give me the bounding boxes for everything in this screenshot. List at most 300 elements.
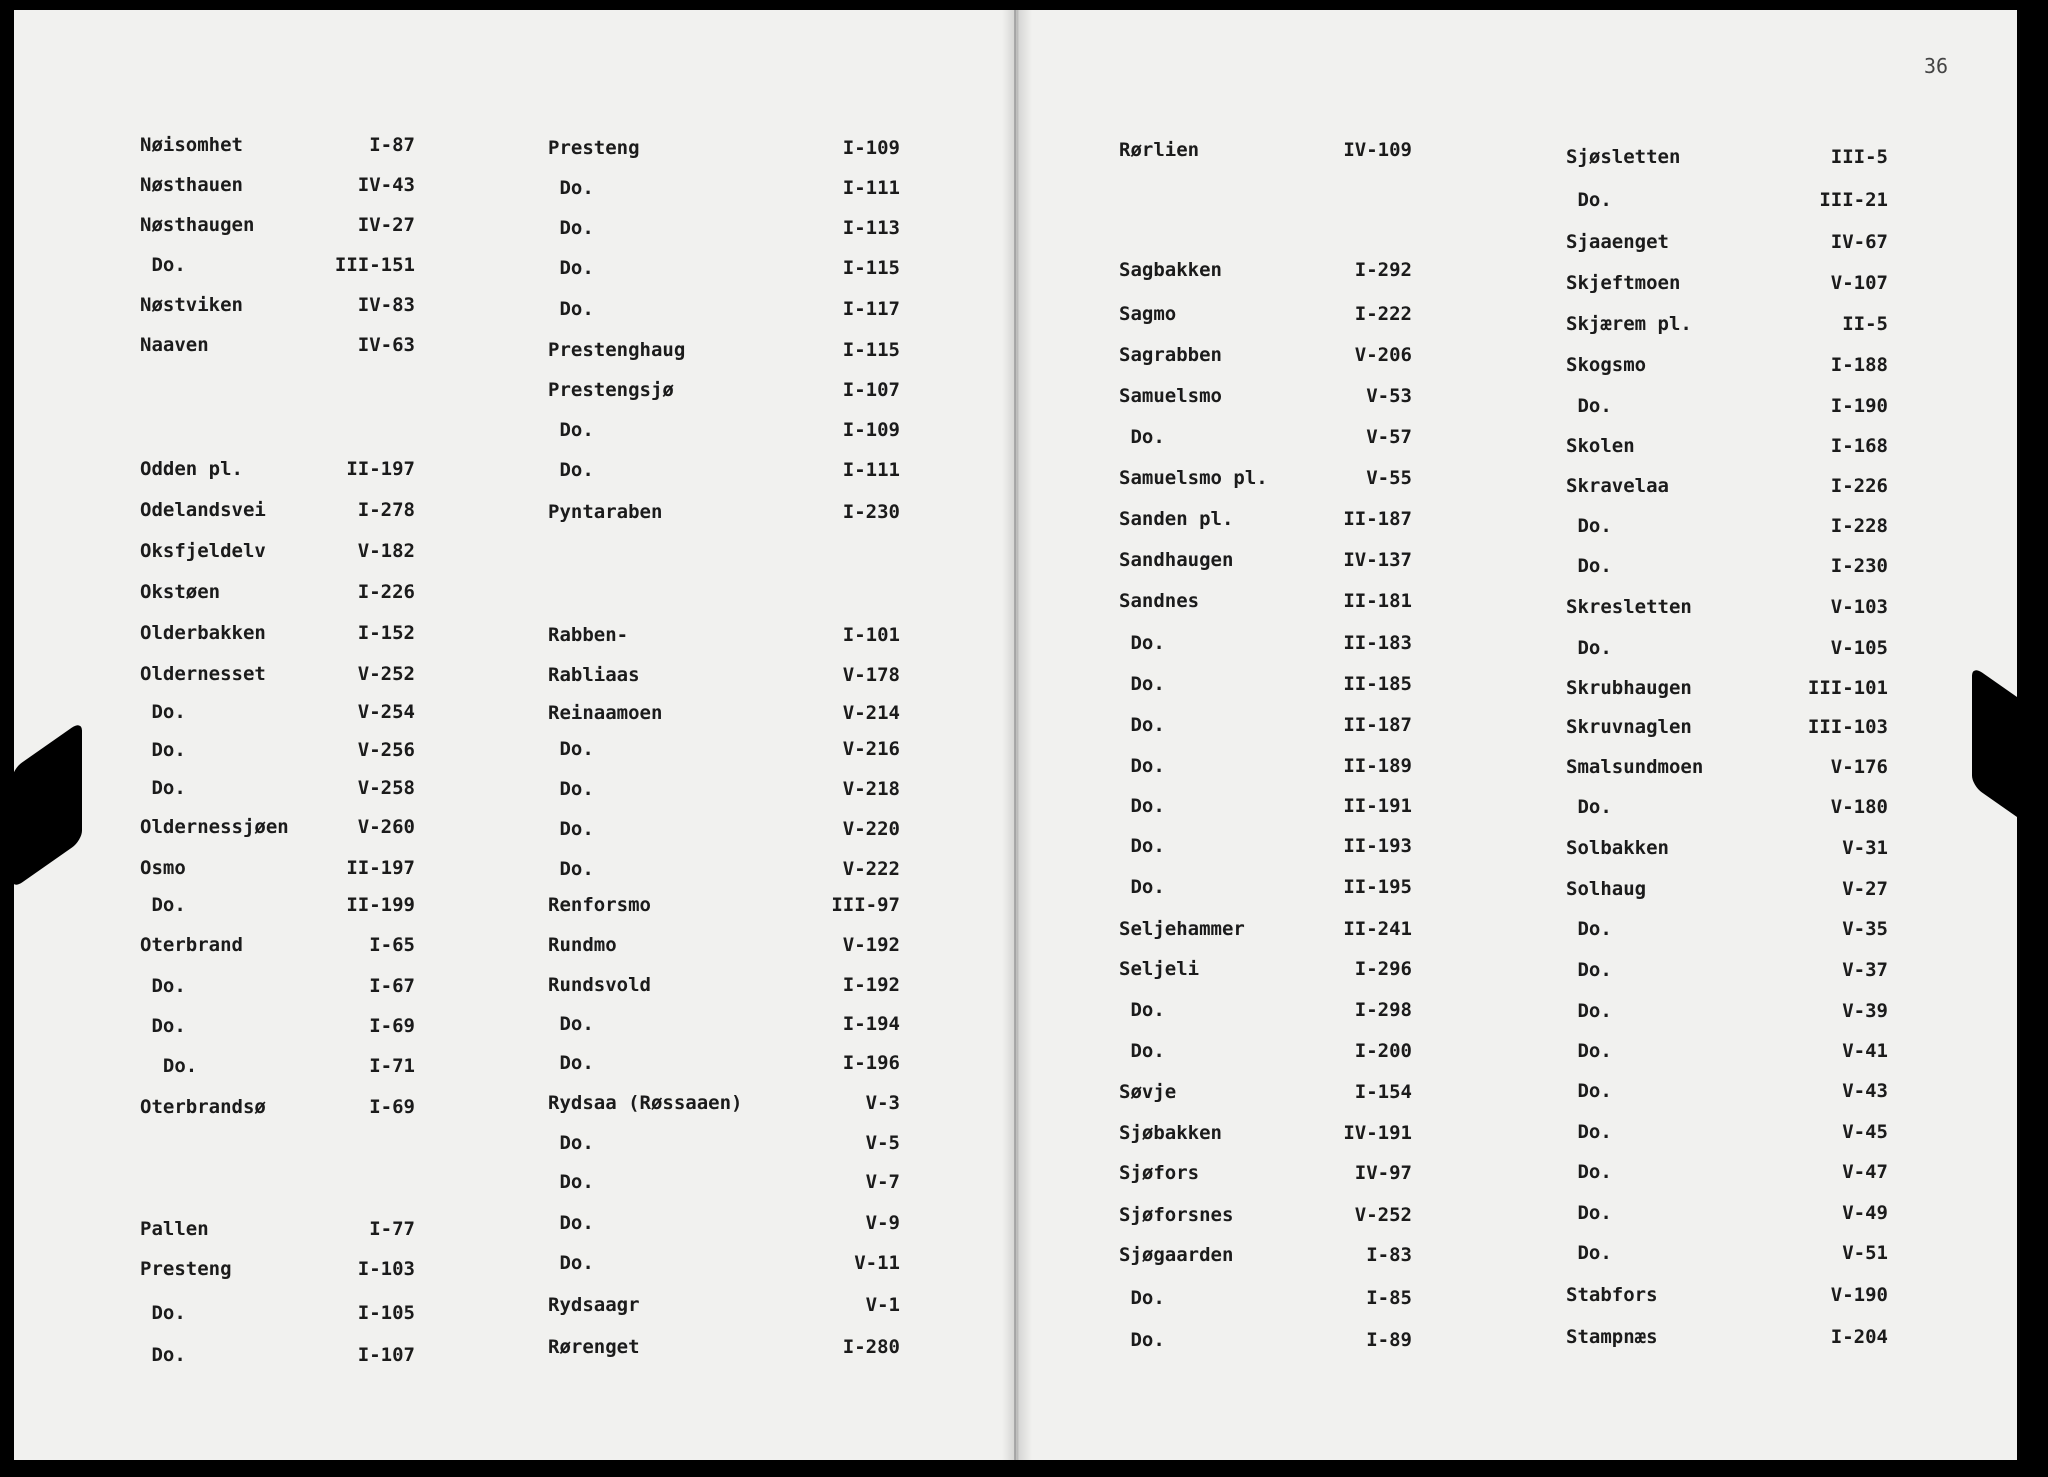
entry-reference: I-113 bbox=[842, 217, 900, 239]
entry-reference: V-254 bbox=[357, 701, 415, 723]
entry-name: Do. bbox=[1119, 795, 1165, 817]
entry-name: Do. bbox=[548, 177, 594, 199]
entry-name: Do. bbox=[140, 975, 186, 997]
entry-reference: I-228 bbox=[1830, 515, 1888, 537]
entry-reference: V-216 bbox=[842, 738, 900, 760]
entry-name: Odelandsvei bbox=[140, 499, 266, 521]
entry-name: Samuelsmo bbox=[1119, 385, 1222, 407]
entry-name: Oldernesset bbox=[140, 663, 266, 685]
entry-reference: III-101 bbox=[1807, 677, 1888, 699]
index-entry bbox=[1119, 669, 1472, 699]
index-entry bbox=[1566, 350, 1948, 380]
entry-name: Do. bbox=[140, 701, 186, 723]
index-entry bbox=[1566, 142, 1948, 172]
entry-reference: I-71 bbox=[369, 1055, 415, 1077]
index-entry bbox=[1119, 751, 1472, 781]
index-entry bbox=[548, 133, 960, 163]
index-entry bbox=[548, 890, 960, 920]
entry-reference: I-292 bbox=[1354, 259, 1412, 281]
entry-reference: IV-63 bbox=[357, 334, 415, 356]
entry-reference: V-105 bbox=[1830, 637, 1888, 659]
entry-name: Nøstviken bbox=[140, 294, 243, 316]
entry-reference: I-109 bbox=[842, 419, 900, 441]
index-entry bbox=[1119, 1325, 1472, 1355]
entry-name: Do. bbox=[140, 1015, 186, 1037]
index-entry bbox=[548, 375, 960, 405]
index-entry bbox=[140, 1214, 475, 1244]
entry-reference: I-200 bbox=[1354, 1040, 1412, 1062]
index-entry bbox=[140, 577, 475, 607]
index-entry bbox=[1119, 299, 1472, 329]
entry-name: Do. bbox=[1566, 189, 1612, 211]
entry-reference: I-69 bbox=[369, 1015, 415, 1037]
entry-name: Do. bbox=[1566, 1080, 1612, 1102]
entry-name: Prestenghaug bbox=[548, 339, 686, 361]
entry-reference: V-190 bbox=[1830, 1284, 1888, 1306]
entry-reference: I-188 bbox=[1830, 354, 1888, 376]
index-entry bbox=[548, 1208, 960, 1238]
page-number: 36 bbox=[1924, 54, 1949, 78]
entry-name: Nøisomhet bbox=[140, 134, 243, 156]
entry-name: Sjøsletten bbox=[1566, 146, 1681, 168]
entry-reference: V-49 bbox=[1842, 1202, 1888, 1224]
entry-name: Reinaamoen bbox=[548, 702, 663, 724]
entry-name: Odden pl. bbox=[140, 458, 243, 480]
entry-reference: V-192 bbox=[842, 934, 900, 956]
index-entry bbox=[1566, 1157, 1948, 1187]
index-entry bbox=[1566, 874, 1948, 904]
index-entry bbox=[1566, 833, 1948, 863]
index-entry bbox=[548, 415, 960, 445]
entry-reference: V-256 bbox=[357, 739, 415, 761]
index-entry bbox=[1119, 1036, 1472, 1066]
entry-reference: II-5 bbox=[1842, 313, 1888, 335]
entry-name: Do. bbox=[548, 298, 594, 320]
entry-reference: V-178 bbox=[842, 664, 900, 686]
entry-name: Do. bbox=[1119, 876, 1165, 898]
entry-name: Sjaaenget bbox=[1566, 231, 1669, 253]
entry-name: Naaven bbox=[140, 334, 209, 356]
entry-name: Do. bbox=[140, 254, 186, 276]
entry-reference: I-226 bbox=[1830, 475, 1888, 497]
entry-reference: I-89 bbox=[1366, 1329, 1412, 1351]
entry-reference: I-111 bbox=[842, 177, 900, 199]
entry-name: Do. bbox=[1119, 632, 1165, 654]
entry-reference: V-7 bbox=[865, 1171, 900, 1193]
entry-name: Do. bbox=[140, 1055, 198, 1077]
entry-name: Do. bbox=[140, 1344, 186, 1366]
entry-reference: III-151 bbox=[334, 254, 415, 276]
entry-name: Rundsvold bbox=[548, 974, 651, 996]
entry-reference: IV-97 bbox=[1354, 1162, 1412, 1184]
entry-reference: I-107 bbox=[357, 1344, 415, 1366]
entry-reference: V-45 bbox=[1842, 1121, 1888, 1143]
entry-reference: V-31 bbox=[1842, 837, 1888, 859]
entry-name: Sjøbakken bbox=[1119, 1122, 1222, 1144]
index-entry bbox=[1119, 504, 1472, 534]
entry-name: Do. bbox=[548, 257, 594, 279]
index-entry bbox=[1566, 511, 1948, 541]
entry-reference: V-258 bbox=[357, 777, 415, 799]
entry-reference: V-3 bbox=[865, 1092, 900, 1114]
entry-reference: V-27 bbox=[1842, 878, 1888, 900]
index-entry bbox=[140, 536, 475, 566]
entry-name: Do. bbox=[548, 419, 594, 441]
entry-reference: I-83 bbox=[1366, 1244, 1412, 1266]
index-entry bbox=[1566, 185, 1948, 215]
entry-reference: I-107 bbox=[842, 379, 900, 401]
entry-reference: IV-191 bbox=[1343, 1122, 1412, 1144]
index-entry bbox=[140, 454, 475, 484]
index-entry bbox=[140, 170, 475, 200]
index-entry bbox=[140, 1011, 475, 1041]
entry-reference: I-154 bbox=[1354, 1081, 1412, 1103]
entry-reference: I-85 bbox=[1366, 1287, 1412, 1309]
entry-name: Smalsundmoen bbox=[1566, 756, 1704, 778]
entry-reference: V-55 bbox=[1366, 467, 1412, 489]
index-entry bbox=[140, 853, 475, 883]
index-entry bbox=[1566, 1322, 1948, 1352]
entry-reference: I-77 bbox=[369, 1218, 415, 1240]
entry-name: Do. bbox=[548, 818, 594, 840]
entry-name: Do. bbox=[548, 1212, 594, 1234]
index-entry bbox=[548, 213, 960, 243]
entry-name: Rørenget bbox=[548, 1336, 640, 1358]
index-entry bbox=[1119, 545, 1472, 575]
entry-name: Do. bbox=[140, 777, 186, 799]
index-entry bbox=[1119, 381, 1472, 411]
index-entry bbox=[1119, 586, 1472, 616]
scanned-ledger-spread bbox=[14, 10, 2017, 1460]
entry-reference: I-87 bbox=[369, 134, 415, 156]
index-entry bbox=[548, 1167, 960, 1197]
entry-reference: V-35 bbox=[1842, 918, 1888, 940]
entry-reference: I-67 bbox=[369, 975, 415, 997]
entry-name: Pallen bbox=[140, 1218, 209, 1240]
index-entry bbox=[1566, 1198, 1948, 1228]
entry-reference: V-39 bbox=[1842, 1000, 1888, 1022]
index-entry bbox=[1119, 1200, 1472, 1230]
entry-reference: V-222 bbox=[842, 858, 900, 880]
entry-reference: I-204 bbox=[1830, 1326, 1888, 1348]
entry-name: Skogsmo bbox=[1566, 354, 1647, 376]
entry-name: Skruvnaglen bbox=[1566, 716, 1692, 738]
entry-reference: I-152 bbox=[357, 622, 415, 644]
entry-reference: IV-83 bbox=[357, 294, 415, 316]
entry-reference: II-183 bbox=[1343, 632, 1412, 654]
entry-name: Do. bbox=[1566, 637, 1612, 659]
entry-name: Seljeli bbox=[1119, 958, 1200, 980]
index-entry bbox=[1566, 592, 1948, 622]
entry-name: Rabben- bbox=[548, 624, 629, 646]
entry-name: Do. bbox=[140, 739, 186, 761]
entry-name: Sagbakken bbox=[1119, 259, 1222, 281]
index-entry bbox=[1119, 135, 1472, 165]
entry-reference: I-115 bbox=[842, 339, 900, 361]
entry-reference: V-182 bbox=[357, 540, 415, 562]
entry-name: Skjærem pl. bbox=[1566, 313, 1692, 335]
entry-name: Do. bbox=[548, 1252, 594, 1274]
entry-name: Pyntaraben bbox=[548, 501, 663, 523]
entry-reference: II-193 bbox=[1343, 835, 1412, 857]
entry-reference: V-107 bbox=[1830, 272, 1888, 294]
entry-reference: V-57 bbox=[1366, 426, 1412, 448]
index-entry bbox=[140, 618, 475, 648]
entry-name: Do. bbox=[1566, 796, 1612, 818]
entry-name: Rydsaagr bbox=[548, 1294, 640, 1316]
index-entry bbox=[1119, 914, 1472, 944]
entry-name: Do. bbox=[140, 1302, 186, 1324]
entry-name: Do. bbox=[548, 459, 594, 481]
entry-reference: II-199 bbox=[346, 894, 415, 916]
index-entry bbox=[1566, 431, 1948, 461]
index-entry bbox=[1566, 955, 1948, 985]
entry-reference: I-194 bbox=[842, 1013, 900, 1035]
index-entry bbox=[548, 1088, 960, 1118]
index-entry bbox=[1119, 954, 1472, 984]
entry-name: Do. bbox=[1119, 673, 1165, 695]
index-entry bbox=[548, 660, 960, 690]
entry-reference: I-296 bbox=[1354, 958, 1412, 980]
entry-name: Do. bbox=[1119, 1040, 1165, 1062]
index-entry bbox=[1119, 422, 1472, 452]
index-entry bbox=[140, 250, 475, 280]
entry-reference: IV-27 bbox=[357, 214, 415, 236]
book-gutter bbox=[1002, 10, 1032, 1460]
index-entry bbox=[1566, 914, 1948, 944]
entry-reference: III-103 bbox=[1807, 716, 1888, 738]
index-entry bbox=[1119, 1118, 1472, 1148]
entry-reference: I-101 bbox=[842, 624, 900, 646]
index-entry bbox=[548, 173, 960, 203]
entry-reference: V-5 bbox=[865, 1132, 900, 1154]
entry-reference: I-105 bbox=[357, 1302, 415, 1324]
index-entry bbox=[140, 1254, 475, 1284]
entry-reference: V-43 bbox=[1842, 1080, 1888, 1102]
entry-reference: II-191 bbox=[1343, 795, 1412, 817]
entry-reference: III-97 bbox=[831, 894, 900, 916]
entry-reference: V-214 bbox=[842, 702, 900, 724]
index-entry bbox=[1119, 463, 1472, 493]
entry-reference: I-168 bbox=[1830, 435, 1888, 457]
index-entry bbox=[548, 930, 960, 960]
index-entry bbox=[1566, 309, 1948, 339]
index-entry bbox=[1566, 227, 1948, 257]
index-entry bbox=[1566, 471, 1948, 501]
index-entry bbox=[1566, 1117, 1948, 1147]
entry-reference: II-187 bbox=[1343, 508, 1412, 530]
index-entry bbox=[548, 698, 960, 728]
entry-reference: I-226 bbox=[357, 581, 415, 603]
index-entry bbox=[140, 1092, 475, 1122]
entry-name: Do. bbox=[1566, 1202, 1612, 1224]
index-entry bbox=[548, 1248, 960, 1278]
entry-name: Do. bbox=[1566, 395, 1612, 417]
index-entry bbox=[140, 290, 475, 320]
entry-name: Skrubhaugen bbox=[1566, 677, 1692, 699]
entry-reference: I-103 bbox=[357, 1258, 415, 1280]
entry-reference: V-9 bbox=[865, 1212, 900, 1234]
index-entry bbox=[548, 1332, 960, 1362]
index-entry bbox=[1119, 1240, 1472, 1270]
entry-reference: V-260 bbox=[357, 816, 415, 838]
index-entry bbox=[1566, 752, 1948, 782]
entry-name: Do. bbox=[548, 738, 594, 760]
index-entry bbox=[1119, 340, 1472, 370]
entry-reference: V-53 bbox=[1366, 385, 1412, 407]
entry-reference: I-222 bbox=[1354, 303, 1412, 325]
entry-reference: V-47 bbox=[1842, 1161, 1888, 1183]
entry-reference: V-51 bbox=[1842, 1242, 1888, 1264]
index-entry bbox=[140, 930, 475, 960]
entry-name: Oldernessjøen bbox=[140, 816, 289, 838]
entry-name: Sandnes bbox=[1119, 590, 1200, 612]
entry-reference: V-37 bbox=[1842, 959, 1888, 981]
index-entry bbox=[548, 734, 960, 764]
entry-name: Rydsaa (Røssaaen) bbox=[548, 1092, 743, 1114]
entry-reference: I-280 bbox=[842, 1336, 900, 1358]
entry-name: Skravelaa bbox=[1566, 475, 1669, 497]
entry-name: Sjøgaarden bbox=[1119, 1244, 1234, 1266]
index-entry bbox=[548, 253, 960, 283]
entry-name: Osmo bbox=[140, 857, 186, 879]
index-entry bbox=[548, 854, 960, 884]
entry-reference: I-298 bbox=[1354, 999, 1412, 1021]
index-entry bbox=[1566, 673, 1948, 703]
index-entry bbox=[1119, 791, 1472, 821]
entry-reference: I-69 bbox=[369, 1096, 415, 1118]
index-entry bbox=[1566, 391, 1948, 421]
entry-name: Do. bbox=[1566, 515, 1612, 537]
entry-name: Oterbrandsø bbox=[140, 1096, 266, 1118]
entry-name: Oksfjeldelv bbox=[140, 540, 266, 562]
index-entry bbox=[548, 1128, 960, 1158]
entry-reference: II-187 bbox=[1343, 714, 1412, 736]
index-entry bbox=[140, 495, 475, 525]
entry-reference: V-218 bbox=[842, 778, 900, 800]
index-entry bbox=[140, 330, 475, 360]
entry-name: Stampnæs bbox=[1566, 1326, 1658, 1348]
entry-name: Samuelsmo pl. bbox=[1119, 467, 1268, 489]
entry-name: Do. bbox=[1119, 835, 1165, 857]
index-entry bbox=[1566, 792, 1948, 822]
entry-name: Do. bbox=[1119, 1287, 1165, 1309]
entry-reference: I-196 bbox=[842, 1052, 900, 1074]
index-entry bbox=[1119, 710, 1472, 740]
index-entry bbox=[1119, 831, 1472, 861]
entry-reference: V-206 bbox=[1354, 344, 1412, 366]
index-entry bbox=[1119, 1158, 1472, 1188]
entry-name: Do. bbox=[1119, 755, 1165, 777]
entry-reference: V-252 bbox=[1354, 1204, 1412, 1226]
entry-reference: I-230 bbox=[1830, 555, 1888, 577]
entry-reference: I-190 bbox=[1830, 395, 1888, 417]
index-entry bbox=[1566, 1036, 1948, 1066]
entry-name: Stabfors bbox=[1566, 1284, 1658, 1306]
index-entry bbox=[140, 971, 475, 1001]
entry-reference: IV-137 bbox=[1343, 549, 1412, 571]
index-entry bbox=[1566, 268, 1948, 298]
entry-name: Do. bbox=[548, 1013, 594, 1035]
entry-reference: II-195 bbox=[1343, 876, 1412, 898]
index-entry bbox=[1566, 633, 1948, 663]
entry-name: Sjøfors bbox=[1119, 1162, 1200, 1184]
index-entry bbox=[140, 1298, 475, 1328]
entry-reference: V-1 bbox=[865, 1294, 900, 1316]
entry-name: Søvje bbox=[1119, 1081, 1177, 1103]
index-entry bbox=[140, 890, 475, 920]
entry-reference: I-117 bbox=[842, 298, 900, 320]
entry-name: Nøsthauen bbox=[140, 174, 243, 196]
entry-name: Oterbrand bbox=[140, 934, 243, 956]
entry-name: Do. bbox=[1119, 1329, 1165, 1351]
index-entry bbox=[1119, 872, 1472, 902]
index-entry bbox=[140, 697, 475, 727]
entry-name: Sjøforsnes bbox=[1119, 1204, 1234, 1226]
index-entry bbox=[548, 814, 960, 844]
entry-reference: II-241 bbox=[1343, 918, 1412, 940]
index-entry bbox=[548, 1048, 960, 1078]
index-entry bbox=[548, 970, 960, 1000]
entry-reference: II-197 bbox=[346, 458, 415, 480]
index-entry bbox=[548, 1290, 960, 1320]
entry-name: Do. bbox=[1566, 1000, 1612, 1022]
entry-name: Seljehammer bbox=[1119, 918, 1245, 940]
entry-reference: V-252 bbox=[357, 663, 415, 685]
entry-reference: III-21 bbox=[1819, 189, 1888, 211]
index-entry bbox=[548, 455, 960, 485]
index-entry bbox=[548, 497, 960, 527]
entry-reference: II-189 bbox=[1343, 755, 1412, 777]
index-entry bbox=[140, 1340, 475, 1370]
entry-name: Do. bbox=[548, 858, 594, 880]
entry-reference: I-230 bbox=[842, 501, 900, 523]
entry-name: Do. bbox=[548, 1052, 594, 1074]
entry-name: Nøsthaugen bbox=[140, 214, 255, 236]
entry-name: Olderbakken bbox=[140, 622, 266, 644]
entry-reference: II-181 bbox=[1343, 590, 1412, 612]
index-entry bbox=[1566, 1238, 1948, 1268]
entry-reference: I-278 bbox=[357, 499, 415, 521]
entry-name: Sagrabben bbox=[1119, 344, 1222, 366]
entry-name: Do. bbox=[1119, 714, 1165, 736]
entry-name: Do. bbox=[1566, 555, 1612, 577]
entry-reference: I-109 bbox=[842, 137, 900, 159]
index-entry bbox=[1566, 996, 1948, 1026]
entry-reference: V-176 bbox=[1830, 756, 1888, 778]
index-entry bbox=[1566, 1076, 1948, 1106]
index-entry bbox=[548, 620, 960, 650]
index-entry bbox=[1119, 628, 1472, 658]
index-entry bbox=[1566, 712, 1948, 742]
entry-name: Sandhaugen bbox=[1119, 549, 1234, 571]
entry-reference: IV-43 bbox=[357, 174, 415, 196]
entry-reference: IV-109 bbox=[1343, 139, 1412, 161]
index-entry bbox=[548, 1009, 960, 1039]
index-entry bbox=[140, 735, 475, 765]
entry-name: Rabliaas bbox=[548, 664, 640, 686]
entry-name: Sagmo bbox=[1119, 303, 1177, 325]
entry-reference: V-103 bbox=[1830, 596, 1888, 618]
entry-name: Prestengsjø bbox=[548, 379, 674, 401]
entry-name: Do. bbox=[1119, 426, 1165, 448]
entry-reference: I-111 bbox=[842, 459, 900, 481]
entry-name: Do. bbox=[1566, 1242, 1612, 1264]
entry-name: Renforsmo bbox=[548, 894, 651, 916]
entry-reference: V-180 bbox=[1830, 796, 1888, 818]
entry-name: Solhaug bbox=[1566, 878, 1647, 900]
entry-reference: II-185 bbox=[1343, 673, 1412, 695]
